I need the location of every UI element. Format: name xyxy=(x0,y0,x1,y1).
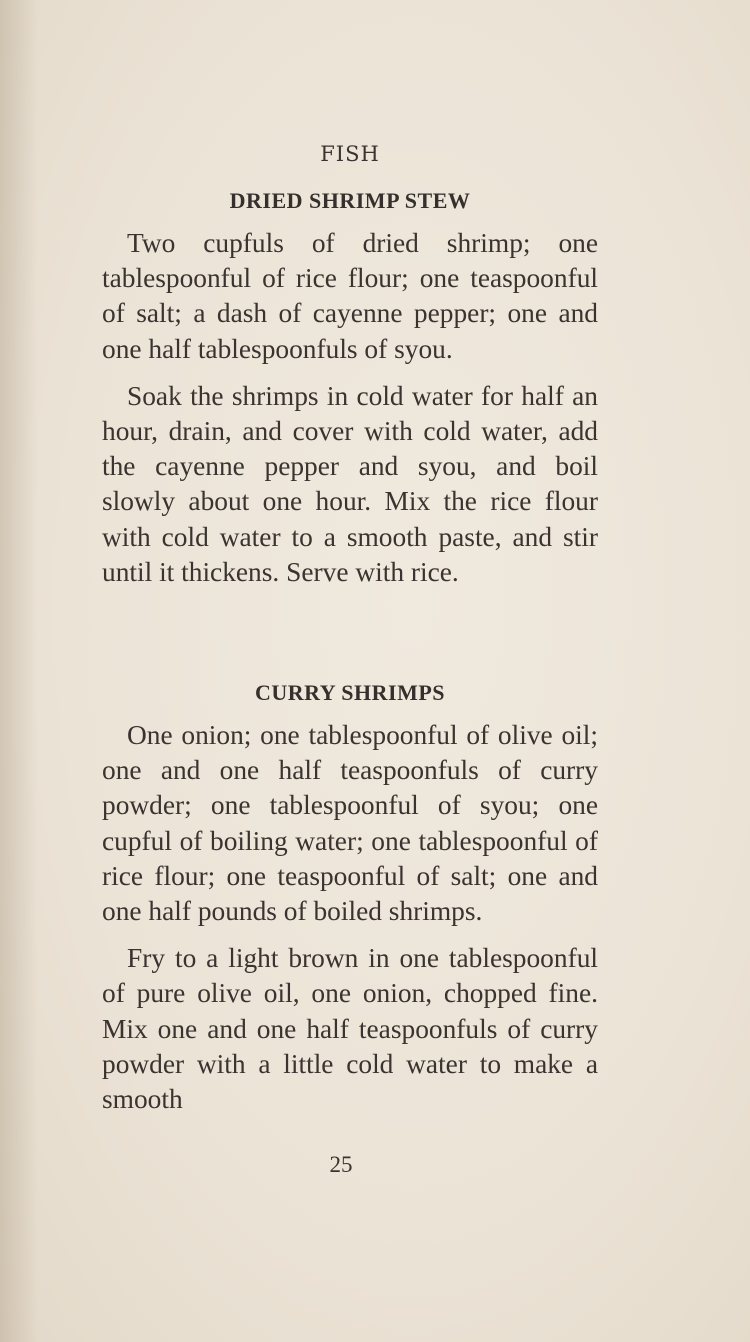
ingredients-paragraph: Two cupfuls of dried shrimp; one tablespoonful of rice flour; one teaspoonful of salt; a dash of cayenne pepper; one and one half tablespoonfuls of syou. xyxy=(102,228,598,364)
ingredients-paragraph: One onion; one tablespoonful of olive oil; one and one half teaspoonfuls of curry powder; one tablespoonful of syou; one cupful of boiling water; one tablespoonful of rice flour; one teaspoonful of salt; one and one half pounds of boiled shrimps. xyxy=(102,720,598,927)
page-number: 25 xyxy=(329,1152,353,1177)
running-head: FISH xyxy=(320,142,380,166)
method-paragraph: Soak the shrimps in cold water for half an hour, drain, and cover with cold water, add the cayenne pepper and syou, and boil slowly about one hour. Mix the rice flour with cold water to a smooth paste, and stir until it thickens. Serve with rice. xyxy=(102,380,598,587)
recipe-title: CURRY SHRIMPS xyxy=(254,680,446,705)
recipe-dried-shrimp-stew xyxy=(102,188,598,602)
method-paragraph: Fry to a light brown in one tablespoonful of pure olive oil, one onion, chopped fine. Mix one and one half teaspoonfuls of curry powder with a little cold water to make a smooth xyxy=(102,943,598,1115)
recipe-curry-shrimps xyxy=(102,680,598,1129)
recipe-title: DRIED SHRIMP STEW xyxy=(229,188,471,213)
